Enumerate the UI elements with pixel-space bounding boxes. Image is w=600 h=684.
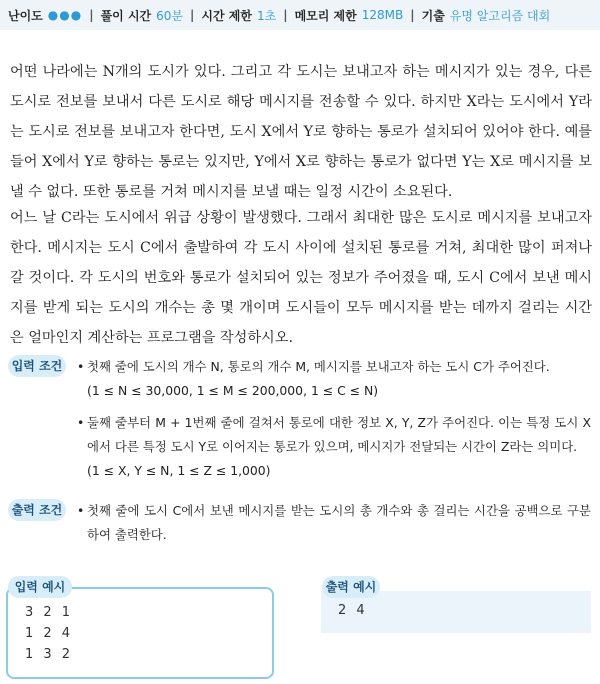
separator: |	[190, 8, 195, 22]
limit-label: 시간 제한	[201, 8, 252, 23]
input-example-line: 3 2 1	[25, 605, 74, 620]
problem-paragraph-1: 어떤 나라에는 N개의 도시가 있다. 그리고 각 도시는 보내고자 하는 메시지가 있는 경우, 다른 도시로 전보를 보내서 다른 도시로 해당 메시지를 전송할 수 있다. 하지만 X라는 도시에서 Y라는 도시로 전보를 보내고자 한다면, 도시 X에서 Y로 향하는 통로가 설치되어 있어야 한다. 예를 들어 X에서 Y로 향하는 통로는 있지만, Y에서 X로 향하는 통로가 없다면 Y는 X로 메시지를 보낼 수 없다. 또한 통로를 거쳐 메시지를 보낼 때는 일정 시간이 소요된다.	[10, 64, 592, 200]
source-label: 기출	[421, 8, 445, 23]
time-value: 60분	[156, 8, 184, 23]
output-condition-bullet-1	[77, 499, 591, 547]
input-example-line: 1 2 4	[25, 626, 74, 641]
input-bullet-2-text: 둘째 줄부터 M + 1번째 줄에 걸쳐서 통로에 대한 정보 X, Y, Z가 주어진다. 이는 특정 도시 X에서 다른 특정 도시 Y로 이어지는 통로가 있으며, 메시지가 전달되는 시간이 Z라는 의미다.	[87, 415, 591, 454]
problem-paragraph-2: 어느 날 C라는 도시에서 위급 상황이 발생했다. 그래서 최대한 많은 도시로 메시지를 보내고자 한다. 메시지는 도시 C에서 출발하여 각 도시 사이에 설치된 통로를 거쳐, 최대한 많이 퍼져나갈 것이다. 각 도시의 번호와 통로가 설치되어 있는 정보가 주어졌을 때, 도시 C에서 보낸 메시지를 받게 되는 도시의 개수는 총 몇 개이며 도시들이 모두 메시지를 받는 데까지 걸리는 시간은 얼마인지 계산하는 프로그램을 작성하시오.	[10, 210, 592, 346]
separator: |	[89, 8, 94, 22]
separator: |	[283, 8, 288, 22]
difficulty-dots-icon: ●●●	[47, 8, 83, 22]
problem-meta-bar	[0, 0, 600, 30]
source-value: 유명 알고리즘 대회	[449, 8, 551, 23]
input-condition-bullet-2	[77, 411, 591, 483]
separator: |	[410, 8, 415, 22]
output-condition-label: 출력 조건	[8, 499, 66, 521]
input-condition-label: 입력 조건	[8, 355, 66, 377]
time-label: 풀이 시간	[100, 8, 152, 23]
limit-value: 1초	[256, 8, 277, 23]
input-bullet-2-range: (1 ≤ X, Y ≤ N, 1 ≤ Z ≤ 1,000)	[87, 463, 271, 478]
output-example-label: 출력 예시	[322, 576, 380, 598]
memory-label: 메모리 제한	[294, 8, 357, 23]
difficulty-label: 난이도	[8, 8, 43, 23]
input-bullet-1-text: 첫째 줄에 도시의 개수 N, 통로의 개수 M, 메시지를 보내고자 하는 도시 C가 주어진다.	[87, 359, 550, 374]
input-example-lines	[25, 602, 73, 665]
input-example-line: 1 3 2	[25, 647, 74, 662]
output-example-line: 2 4	[338, 603, 368, 618]
memory-value: 128MB	[361, 8, 404, 22]
input-condition-bullet-1	[77, 355, 591, 403]
input-example-label: 입력 예시	[8, 576, 72, 598]
output-bullet-1-text: 첫째 줄에 도시 C에서 보낸 메시지를 받는 도시의 총 개수와 총 걸리는 시간을 공백으로 구분하여 출력한다.	[87, 503, 591, 542]
input-bullet-1-range: (1 ≤ N ≤ 30,000, 1 ≤ M ≤ 200,000, 1 ≤ C ≤ N)	[87, 383, 379, 398]
output-example-lines	[338, 600, 368, 621]
bullet-icon: •	[77, 359, 85, 374]
bullet-icon: •	[77, 415, 85, 430]
bullet-icon: •	[77, 503, 85, 518]
